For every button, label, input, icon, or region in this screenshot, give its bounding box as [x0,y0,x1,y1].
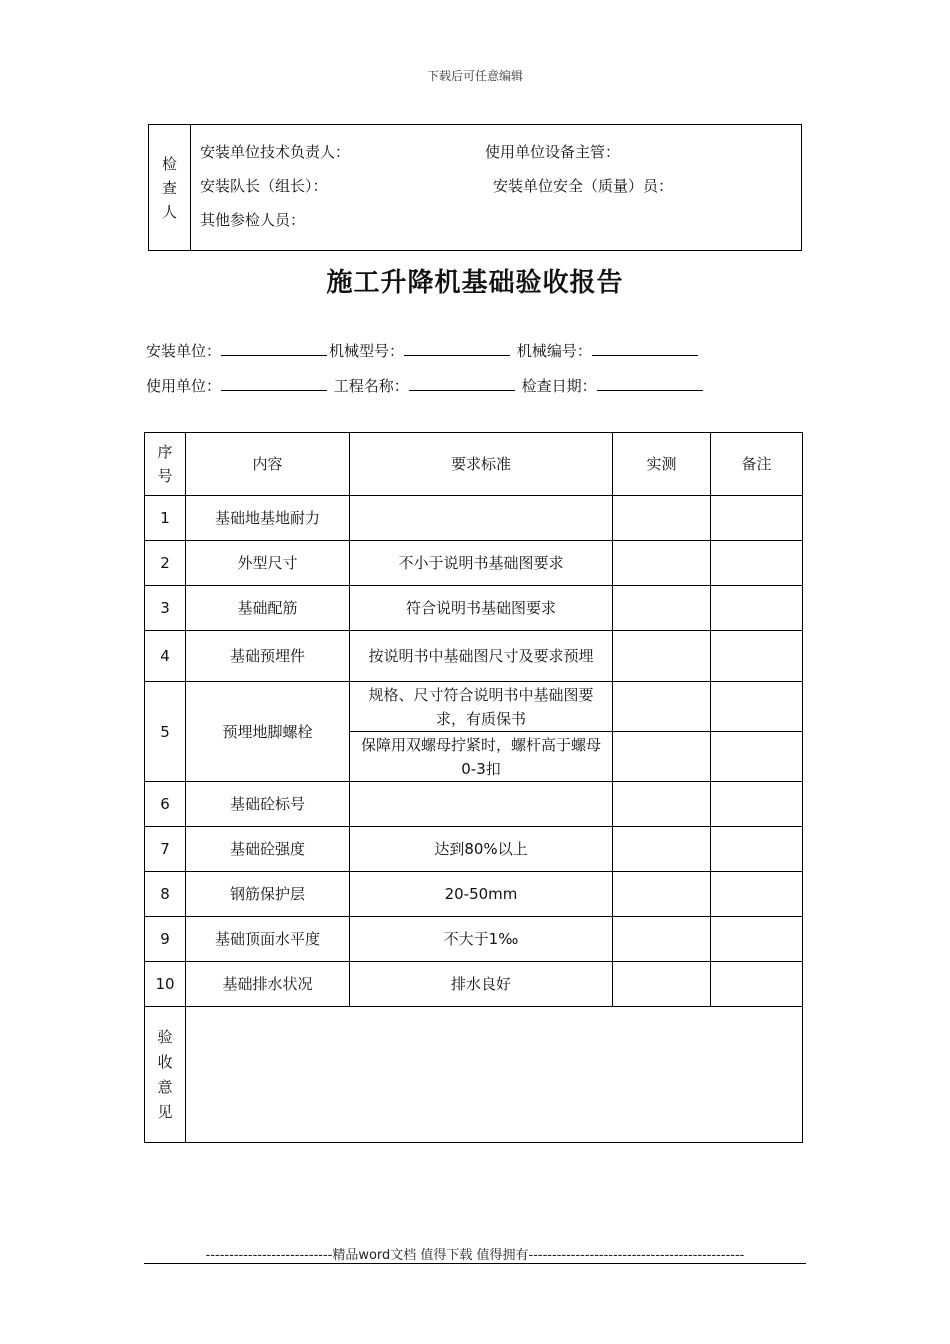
check-date-field[interactable] [597,376,703,391]
table-row [145,827,803,872]
table-header-row [145,433,803,496]
other-inspectors-label: 其他参检人员： [200,211,306,229]
row-remark-cell[interactable] [711,496,803,541]
table-row [145,682,803,732]
project-name-label: 工程名称： [333,377,409,395]
row-standard: 符合说明书基础图要求 [350,586,613,631]
opinion-row [145,1007,803,1143]
table-row [145,872,803,917]
row-measured-cell[interactable] [613,872,711,917]
row-content: 钢筋保护层 [186,872,350,917]
row-content: 基础配筋 [186,586,350,631]
use-unit-field[interactable] [221,376,327,391]
row-standard: 规格、尺寸符合说明书中基础图要求，有质保书 [350,682,613,732]
row-standard [350,782,613,827]
row-standard: 不小于说明书基础图要求 [350,541,613,586]
row-no: 5 [145,682,186,782]
tech-lead-label: 安装单位技术负责人： [200,143,351,161]
row-no: 1 [145,496,186,541]
row-measured-cell[interactable] [613,917,711,962]
machine-no-label: 机械编号： [516,342,592,360]
model-label: 机械型号： [329,342,405,360]
row-no: 3 [145,586,186,631]
project-name-field[interactable] [409,376,515,391]
row-remark-cell[interactable] [711,872,803,917]
row-no: 2 [145,541,186,586]
row-standard: 按说明书中基础图尺寸及要求预埋 [350,631,613,682]
row-remark-cell[interactable] [711,541,803,586]
install-unit-field[interactable] [221,341,327,356]
meta-row-2 [146,375,705,396]
row-measured-cell[interactable] [613,586,711,631]
row-no: 10 [145,962,186,1007]
check-date-label: 检查日期： [521,377,597,395]
table-row [145,496,803,541]
header-note: 下载后可任意编辑 [426,69,523,83]
row-content: 基础顶面水平度 [186,917,350,962]
row-standard: 不大于1‰ [350,917,613,962]
row-content: 基础预埋件 [186,631,350,682]
header-measured: 实测 [613,433,711,496]
row-no: 9 [145,917,186,962]
row-standard: 保障用双螺母拧紧时，螺杆高于螺母0-3扣 [350,732,613,782]
meta-row-1 [146,340,700,361]
row-standard [350,496,613,541]
table-row [145,631,803,682]
inspector-side-char: 检 [161,154,177,173]
inspector-side-label [149,125,191,250]
row-content: 基础砼标号 [186,782,350,827]
opinion-label: 验 收 意 见 [145,1007,186,1143]
header-remark: 备注 [711,433,803,496]
table-row [145,541,803,586]
row-measured-cell[interactable] [613,682,711,732]
opinion-content-cell[interactable] [186,1007,803,1143]
page-title: 施工升降机基础验收报告 [326,268,624,298]
row-content: 外型尺寸 [186,541,350,586]
row-remark-cell[interactable] [711,586,803,631]
row-remark-cell[interactable] [711,631,803,682]
row-measured-cell[interactable] [613,631,711,682]
header-standard: 要求标准 [350,433,613,496]
row-remark-cell[interactable] [711,782,803,827]
row-content: 基础排水状况 [186,962,350,1007]
row-content: 预埋地脚螺栓 [186,682,350,782]
table-row [145,917,803,962]
row-no: 6 [145,782,186,827]
table-row [145,586,803,631]
row-remark-cell[interactable] [711,917,803,962]
row-no: 8 [145,872,186,917]
row-standard: 达到80%以上 [350,827,613,872]
footer-note: ---------------------------精品word文档 值得下载 值得拥有---------------------------------------------- [205,1248,745,1263]
install-unit-label: 安装单位： [146,342,222,360]
team-leader-label: 安装队长（组长）： [200,177,328,195]
footer-divider [144,1263,806,1264]
row-no: 7 [145,827,186,872]
inspector-side-char: 人 [161,202,177,221]
row-content: 基础地基地耐力 [186,496,350,541]
model-field[interactable] [404,341,510,356]
row-standard: 20-50mm [350,872,613,917]
row-remark-cell[interactable] [711,682,803,732]
row-measured-cell[interactable] [613,732,711,782]
inspector-box [148,124,802,251]
table-row [145,962,803,1007]
use-unit-label: 使用单位： [146,377,222,395]
row-remark-cell[interactable] [711,962,803,1007]
table-row [145,782,803,827]
header-seq: 序 号 [145,433,186,496]
row-measured-cell[interactable] [613,541,711,586]
row-no: 4 [145,631,186,682]
inspector-side-char: 查 [161,178,177,197]
row-content: 基础砼强度 [186,827,350,872]
row-standard: 排水良好 [350,962,613,1007]
row-measured-cell[interactable] [613,782,711,827]
row-remark-cell[interactable] [711,827,803,872]
safety-officer-label: 安装单位安全（质量）员： [493,177,674,195]
row-measured-cell[interactable] [613,827,711,872]
header-content: 内容 [186,433,350,496]
row-remark-cell[interactable] [711,732,803,782]
row-measured-cell[interactable] [613,496,711,541]
row-measured-cell[interactable] [613,962,711,1007]
inspection-table [144,432,803,1143]
machine-no-field[interactable] [592,341,698,356]
equip-supervisor-label: 使用单位设备主管： [485,143,621,161]
